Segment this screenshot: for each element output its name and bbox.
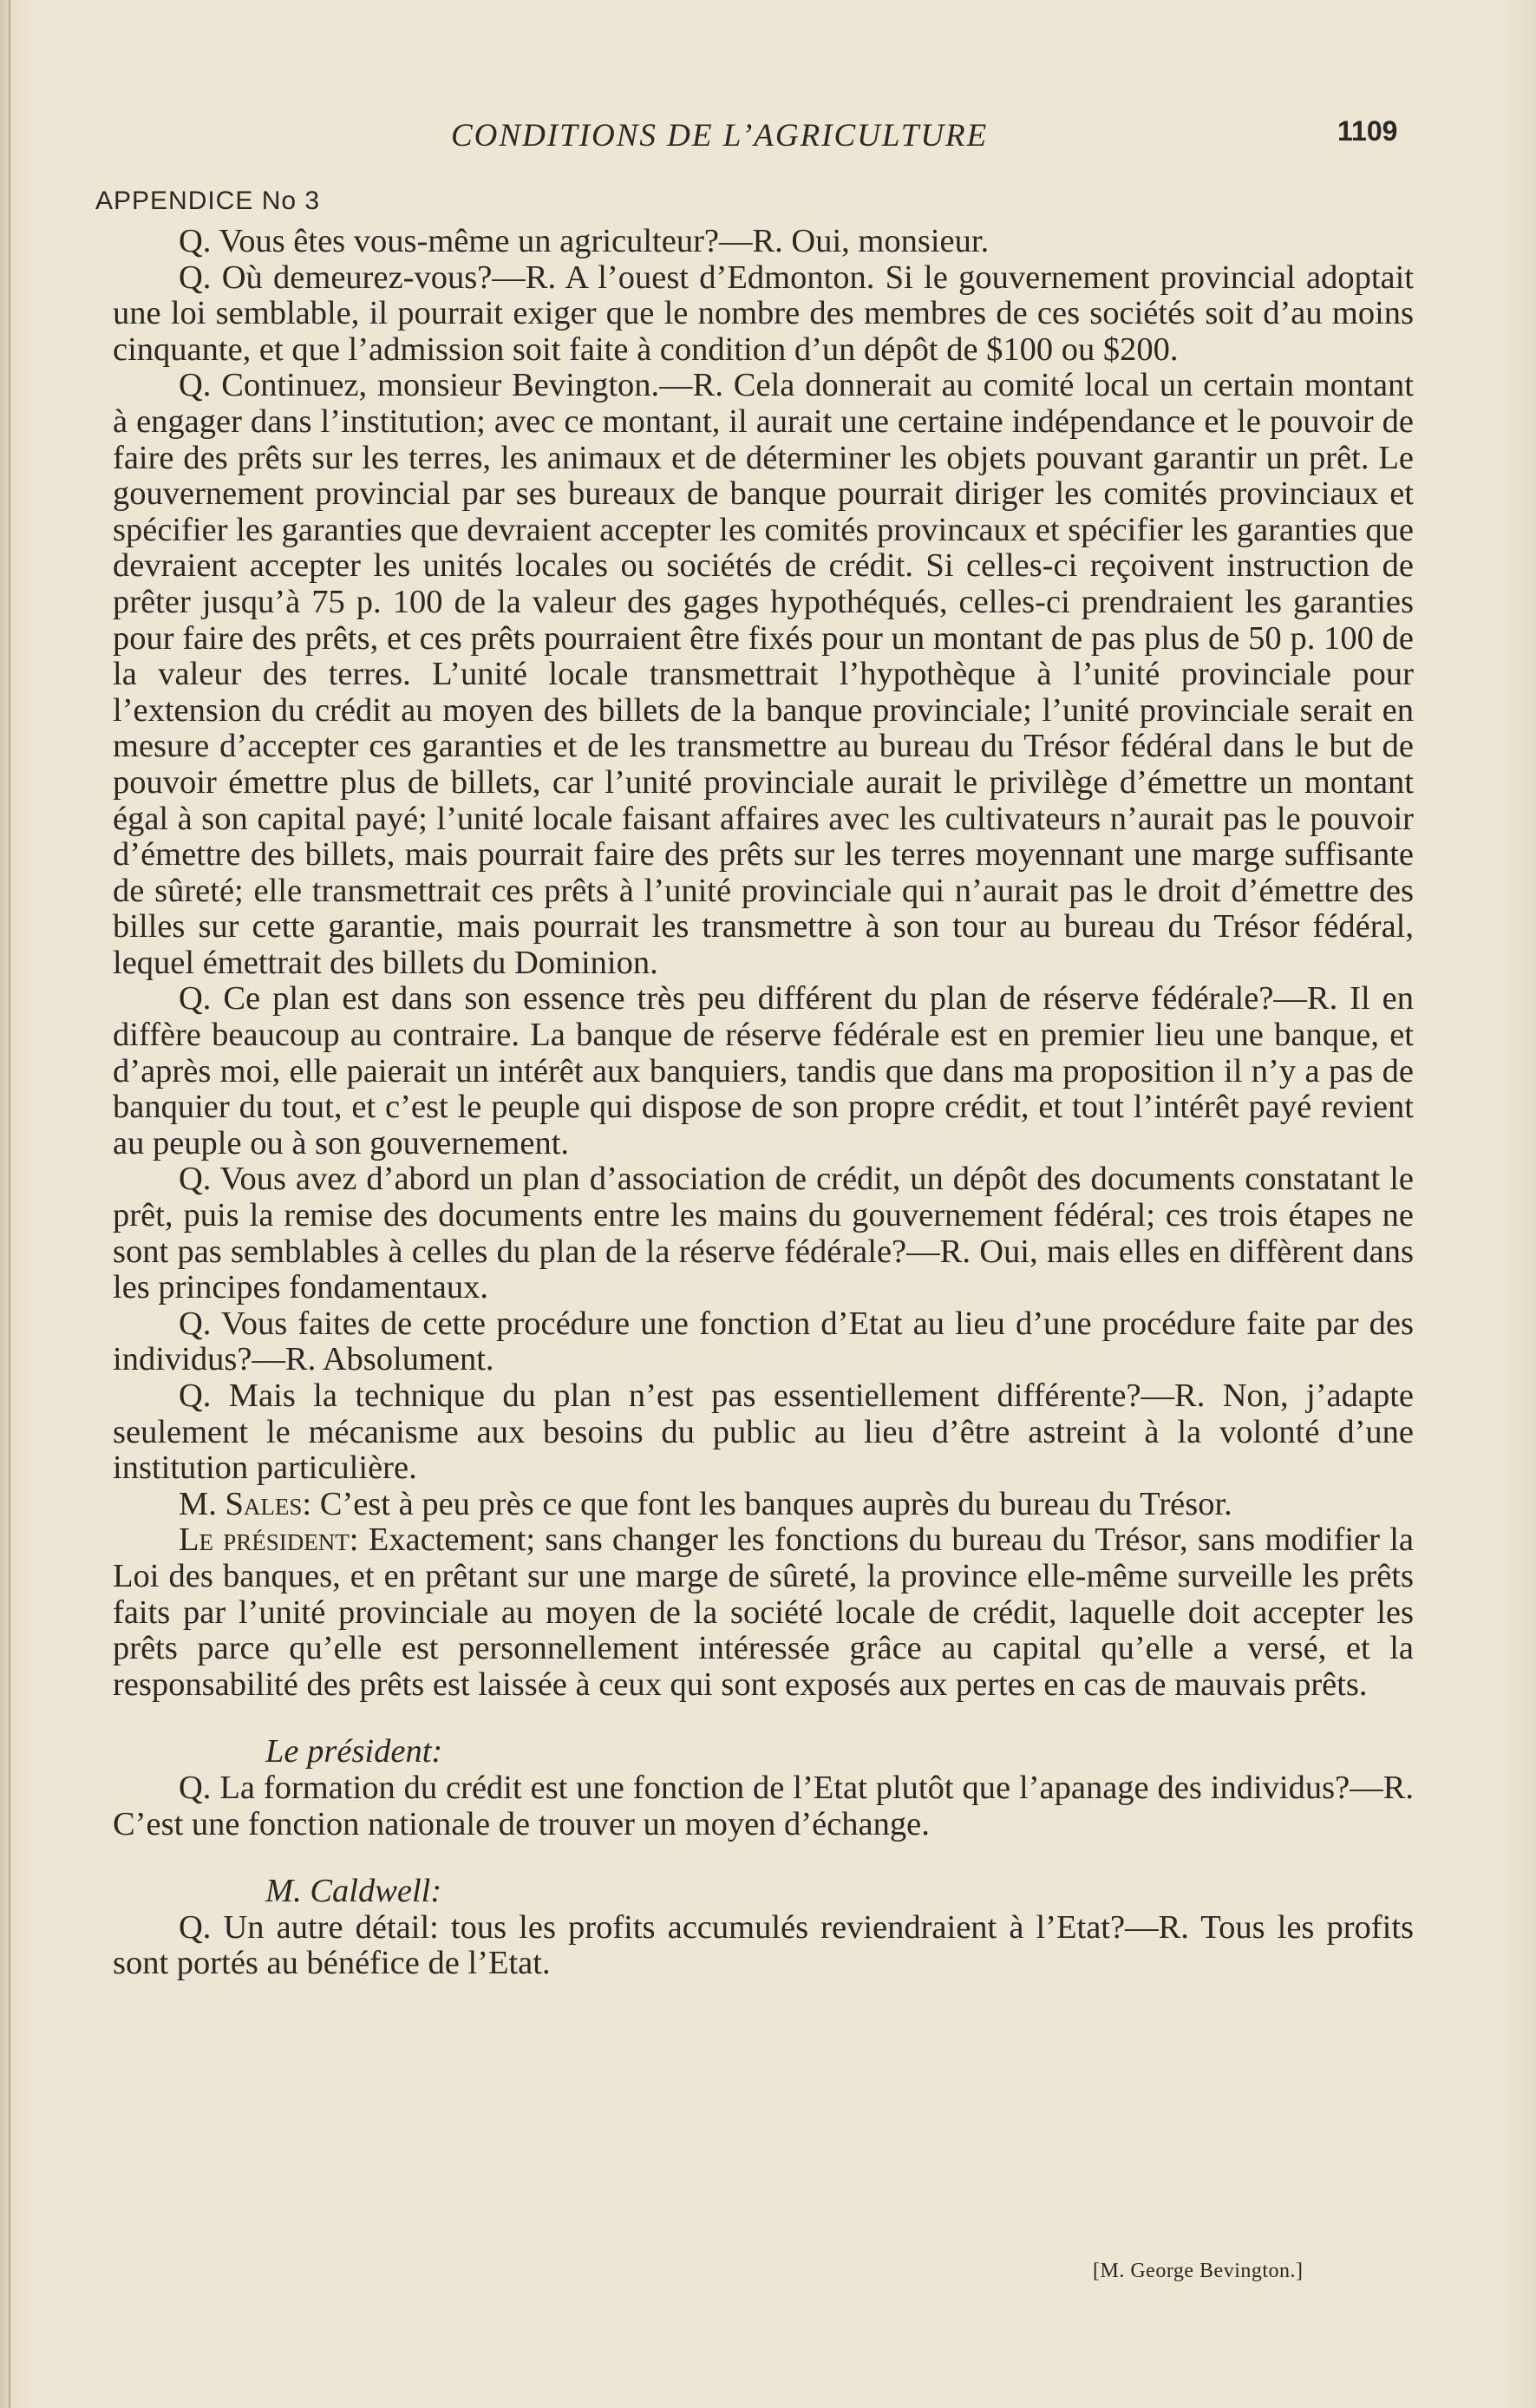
page-edge-line xyxy=(9,0,10,2408)
paragraph-sales xyxy=(113,1487,1414,1523)
speaker-text: : Exactement; sans changer les fonctions du bureau du Trésor, sans modifier la Loi des banques, et en prêtant sur une marge de sûreté, la province elle-même surveille les prêts faits par l’unité provinciale au moyen de la société locale de crédit, laquelle doit accepter les prêts parce qu’elle est personnellement intéressée grâce au capital qu’elle a versé, et la responsabilité des prêts est laissée à ceux qui sont exposés aux pertes en cas de mauvais prêts. xyxy=(113,1521,1414,1703)
footer-note: [M. George Bevington.] xyxy=(1093,2260,1304,2282)
paragraph-president xyxy=(113,1522,1414,1703)
speaker-heading: M. Caldwell: xyxy=(265,1873,442,1910)
paragraph: Q. Où demeurez-vous?—R. A l’ouest d’Edmonton. Si le gouvernement provincial adoptait une loi semblable, il pourrait exiger que le nombre des membres de ces sociétés soit d’au moins cinquante, et que l’admission soit faite à condition d’un dépôt de $100 ou $200. xyxy=(113,258,1414,368)
paragraph: Q. Vous avez d’abord un plan d’association de crédit, un dépôt des documents constatant le prêt, puis la remise des documents entre les mains du gouvernement fédéral; ces trois étapes ne sont pas semblables à celles du plan de la réserve fédérale?—R. Oui, mais elles en diffèrent dans les principes fondamentaux. xyxy=(113,1161,1414,1306)
paragraph: Q. Mais la technique du plan n’est pas essentiellement différente?—R. Non, j’adapte seulement le mécanisme aux besoins du public au lieu d’être astreint à la volonté d’une institution particulière. xyxy=(113,1377,1414,1487)
paragraph: Q. Un autre détail: tous les profits accumulés reviendraient à l’Etat?—R. Tous les profits sont portés au bénéfice de l’Etat. xyxy=(113,1908,1414,1982)
speaker-name: M. Sales xyxy=(179,1485,303,1522)
speaker-heading: Le président: xyxy=(265,1733,443,1770)
paragraph: Q. Vous êtes vous-même un agriculteur?—R. Oui, monsieur. xyxy=(179,223,990,259)
page-number: 1109 xyxy=(1337,115,1398,147)
running-head: CONDITIONS DE L’AGRICULTURE xyxy=(451,118,989,154)
appendix-label: APPENDICE No 3 xyxy=(95,186,321,215)
speaker-text: : C’est à peu près ce que font les banques auprès du bureau du Trésor. xyxy=(302,1485,1232,1522)
paragraph: Q. Vous faites de cette procédure une fonction d’Etat au lieu d’une procédure faite par des individus?—R. Absolument. xyxy=(113,1305,1414,1378)
paragraph: Q. Ce plan est dans son essence très peu différent du plan de réserve fédérale?—R. Il en diffère beaucoup au contraire. La banque de réserve fédérale est en premier lieu une banque, et d’après moi, elle paierait un intérêt aux banquiers, tandis que dans ma proposition il n’y a pas de banquier du tout, et c’est le peuple qui dispose de son propre crédit, et tout l’intérêt payé revient au peuple ou à son gouvernement. xyxy=(113,980,1414,1161)
paragraph: Q. Continuez, monsieur Bevington.—R. Cela donnerait au comité local un certain montant à engager dans l’institution; avec ce montant, il aurait une certaine indépendance et le pouvoir de faire des prêts sur les terres, les animaux et de déterminer les objets pouvant garantir un prêt. Le gouvernement provincial par ses bureaux de banque pourrait diriger les comités provinciaux et spécifier les garanties que devraient accepter les comités provincaux et spécifier les garanties que devraient accepter les unités locales ou sociétés de crédit. Si celles-ci reçoivent instruction de prêter jusqu’à 75 p. 100 de la valeur des gages hypothéqués, celles-ci prendraient les garanties pour faire des prêts, et ces prêts pourraient être fixés pour un montant de pas plus de 50 p. 100 de la valeur des terres. L’unité locale transmettrait l’hypothèque à l’unité provinciale pour l’extension du crédit au moyen des billets de la banque provinciale; l’unité provinciale serait en mesure d’accepter ces garanties et de les transmettre au bureau du Trésor fédéral dans le but de pouvoir émettre plus de billets, car l’unité provinciale aurait le privilège d’émettre un montant égal à son capital payé; l’unité locale faisant affaires avec les cultivateurs n’aurait pas le pouvoir d’émettre des billets, mais pourrait faire des prêts sur les terres moyennant une marge suffisante de sûreté; elle transmettrait ces prêts à l’unité provinciale qui n’aurait pas le droit d’émettre des billes sur cette garantie, mais pourrait les transmettre à son tour au bureau du Trésor fédéral, lequel émettrait des billets du Dominion. xyxy=(113,367,1414,981)
paragraph: Q. La formation du crédit est une fonction de l’Etat plutôt que l’apanage des individus?—R. C’est une fonction nationale de trouver un moyen d’échange. xyxy=(113,1769,1414,1842)
body-text xyxy=(113,224,1414,1982)
speaker-name: Le président xyxy=(179,1521,350,1559)
